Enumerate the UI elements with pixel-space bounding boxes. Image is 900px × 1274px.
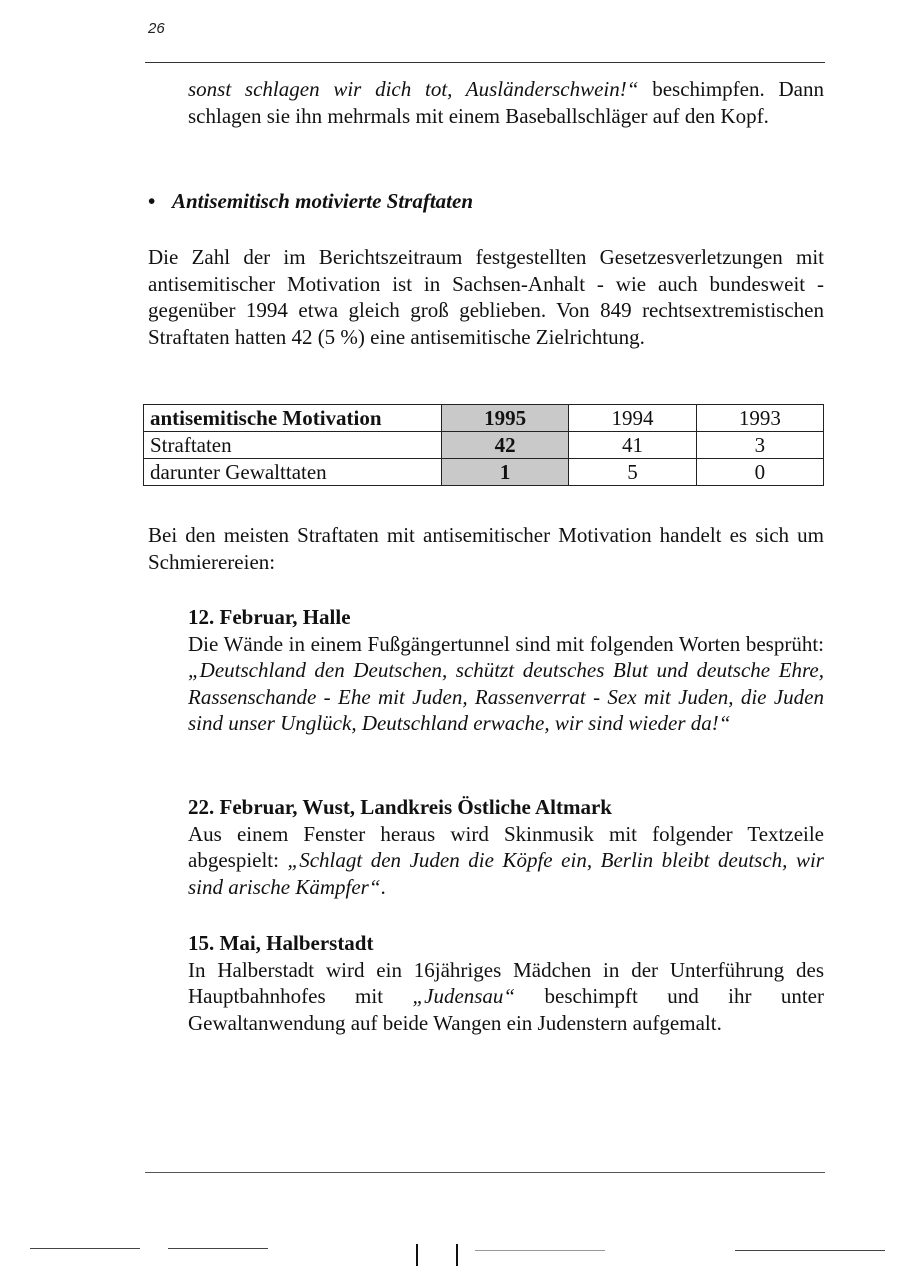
section-paragraph: Die Zahl der im Berichtszeitraum festgestellten Gesetzesverletzungen mit antisemitischer Motivation ist in Sachsen-Anhalt - wie auch bundesweit - gegenüber 1994 etwa gleich groß geblieben. Von 849 rechtsextremistischen Straftaten hatten 42 (5 %) eine antisemitische Zielrichtung.: [148, 245, 824, 349]
incident-tail: beschimpft und ihr unter Gewaltanwendung auf beide Wangen ein Judenstern aufgemalt.: [188, 984, 824, 1035]
incident-entry: [188, 930, 824, 1036]
table-header-1993: 1993: [696, 405, 823, 432]
incident-text: [188, 631, 824, 737]
table-cell-1994: 5: [569, 459, 696, 486]
statistics-table: [143, 404, 824, 486]
scan-artifact-mark: [416, 1244, 418, 1266]
incident-entry: [188, 604, 824, 737]
footer-rule: [145, 1172, 825, 1173]
table-cell-1993: 0: [696, 459, 823, 486]
table-header-row: [144, 405, 824, 432]
table-cell-1995: 1: [442, 459, 569, 486]
table-cell-1994: 41: [569, 432, 696, 459]
after-table-paragraph: Bei den meisten Straftaten mit antisemitischer Motivation handelt es sich um Schmierereien:: [148, 523, 824, 574]
scan-artifact-mark: [456, 1244, 458, 1266]
table-cell-label: Straftaten: [144, 432, 442, 459]
table-cell-1993: 3: [696, 432, 823, 459]
intro-text: beschimpfen. Dann schlagen sie ihn mehrmals mit einem Baseballschläger auf den Kopf.: [188, 77, 824, 128]
table-header-label: antisemitische Motivation: [144, 405, 442, 432]
incident-title: 12. Februar, Halle: [188, 605, 351, 629]
header-rule: [145, 62, 825, 63]
scan-artifact-line: [735, 1250, 885, 1251]
incident-text: [188, 821, 824, 901]
incident-description: Aus einem Fenster heraus wird Skinmusik mit folgender Textzeile abgespielt:: [188, 821, 824, 872]
incident-description: Die Wände in einem Fußgängertunnel sind mit folgenden Worten besprüht:: [188, 631, 824, 656]
intro-quote: sonst schlagen wir dich tot, Ausländerschwein!“: [188, 77, 639, 101]
section-heading: [148, 188, 824, 215]
incident-description: In Halberstadt wird ein 16jähriges Mädchen in der Unterführung des Hauptbahnhofes mit: [188, 957, 824, 1008]
page-number: 26: [148, 20, 165, 37]
table-row: [144, 459, 824, 486]
scan-artifact-line: [30, 1248, 140, 1249]
scan-artifact-line: [168, 1248, 268, 1249]
table-header-1995: 1995: [442, 405, 569, 432]
incident-title: 22. Februar, Wust, Landkreis Östliche Altmark: [188, 795, 612, 819]
table-cell-1995: 42: [442, 432, 569, 459]
bullet-icon: •: [148, 189, 156, 213]
incident-text: [188, 957, 824, 1037]
incident-tail: .: [380, 874, 386, 899]
table-row: [144, 432, 824, 459]
table-cell-label: darunter Gewalttaten: [144, 459, 442, 486]
incident-quote: „Deutschland den Deutschen, schützt deutsches Blut und deutsche Ehre, Rassenschande - Ehe mit Juden, Rassenverrat - Sex mit Juden, die Juden sind unser Unglück, Deutschland erwache, wir sind wieder da!“: [188, 658, 824, 735]
incident-title: 15. Mai, Halberstadt: [188, 931, 374, 955]
incident-quote: „Judensau“: [412, 984, 516, 1008]
incident-quote: „Schlagt den Juden die Köpfe ein, Berlin bleibt deutsch, wir sind arische Kämpfer“: [188, 848, 824, 899]
incident-entry: [188, 794, 824, 900]
intro-paragraph: [188, 76, 824, 129]
scan-artifact-line: [475, 1250, 605, 1251]
section-heading-text: Antisemitisch motivierte Straftaten: [172, 189, 474, 213]
table-header-1994: 1994: [569, 405, 696, 432]
